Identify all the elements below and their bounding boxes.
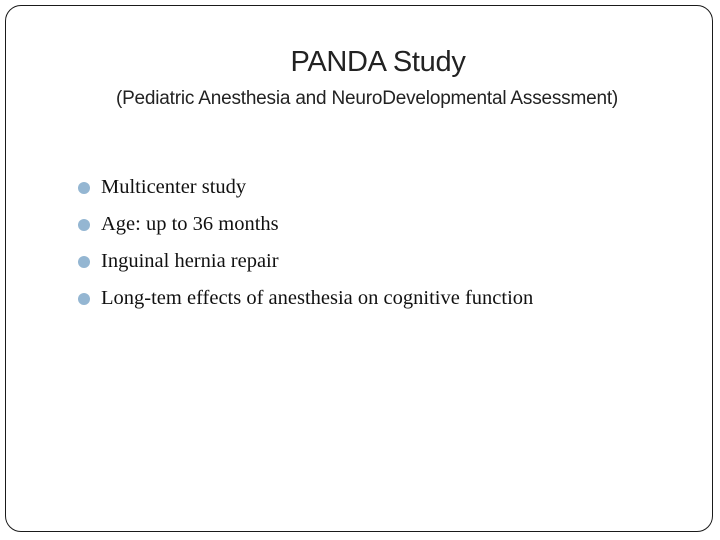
bullet-dot-icon [78, 256, 90, 268]
slide-subtitle: (Pediatric Anesthesia and NeuroDevelopmental Assessment) [115, 88, 619, 109]
bullet-dot-icon [78, 293, 90, 305]
bullet-text: Long-tem effects of anesthesia on cognitive function [101, 287, 534, 309]
bullet-text: Multicenter study [101, 176, 247, 198]
bullet-text: Inguinal hernia repair [101, 250, 279, 272]
bullet-text: Age: up to 36 months [101, 213, 279, 235]
bullet-item [78, 280, 533, 317]
bullet-item [78, 206, 533, 243]
bullet-item [78, 243, 533, 280]
bullet-list [78, 169, 533, 317]
bullet-dot-icon [78, 219, 90, 231]
bullet-item [78, 169, 533, 206]
slide-title: PANDA Study [290, 46, 466, 78]
bullet-dot-icon [78, 182, 90, 194]
